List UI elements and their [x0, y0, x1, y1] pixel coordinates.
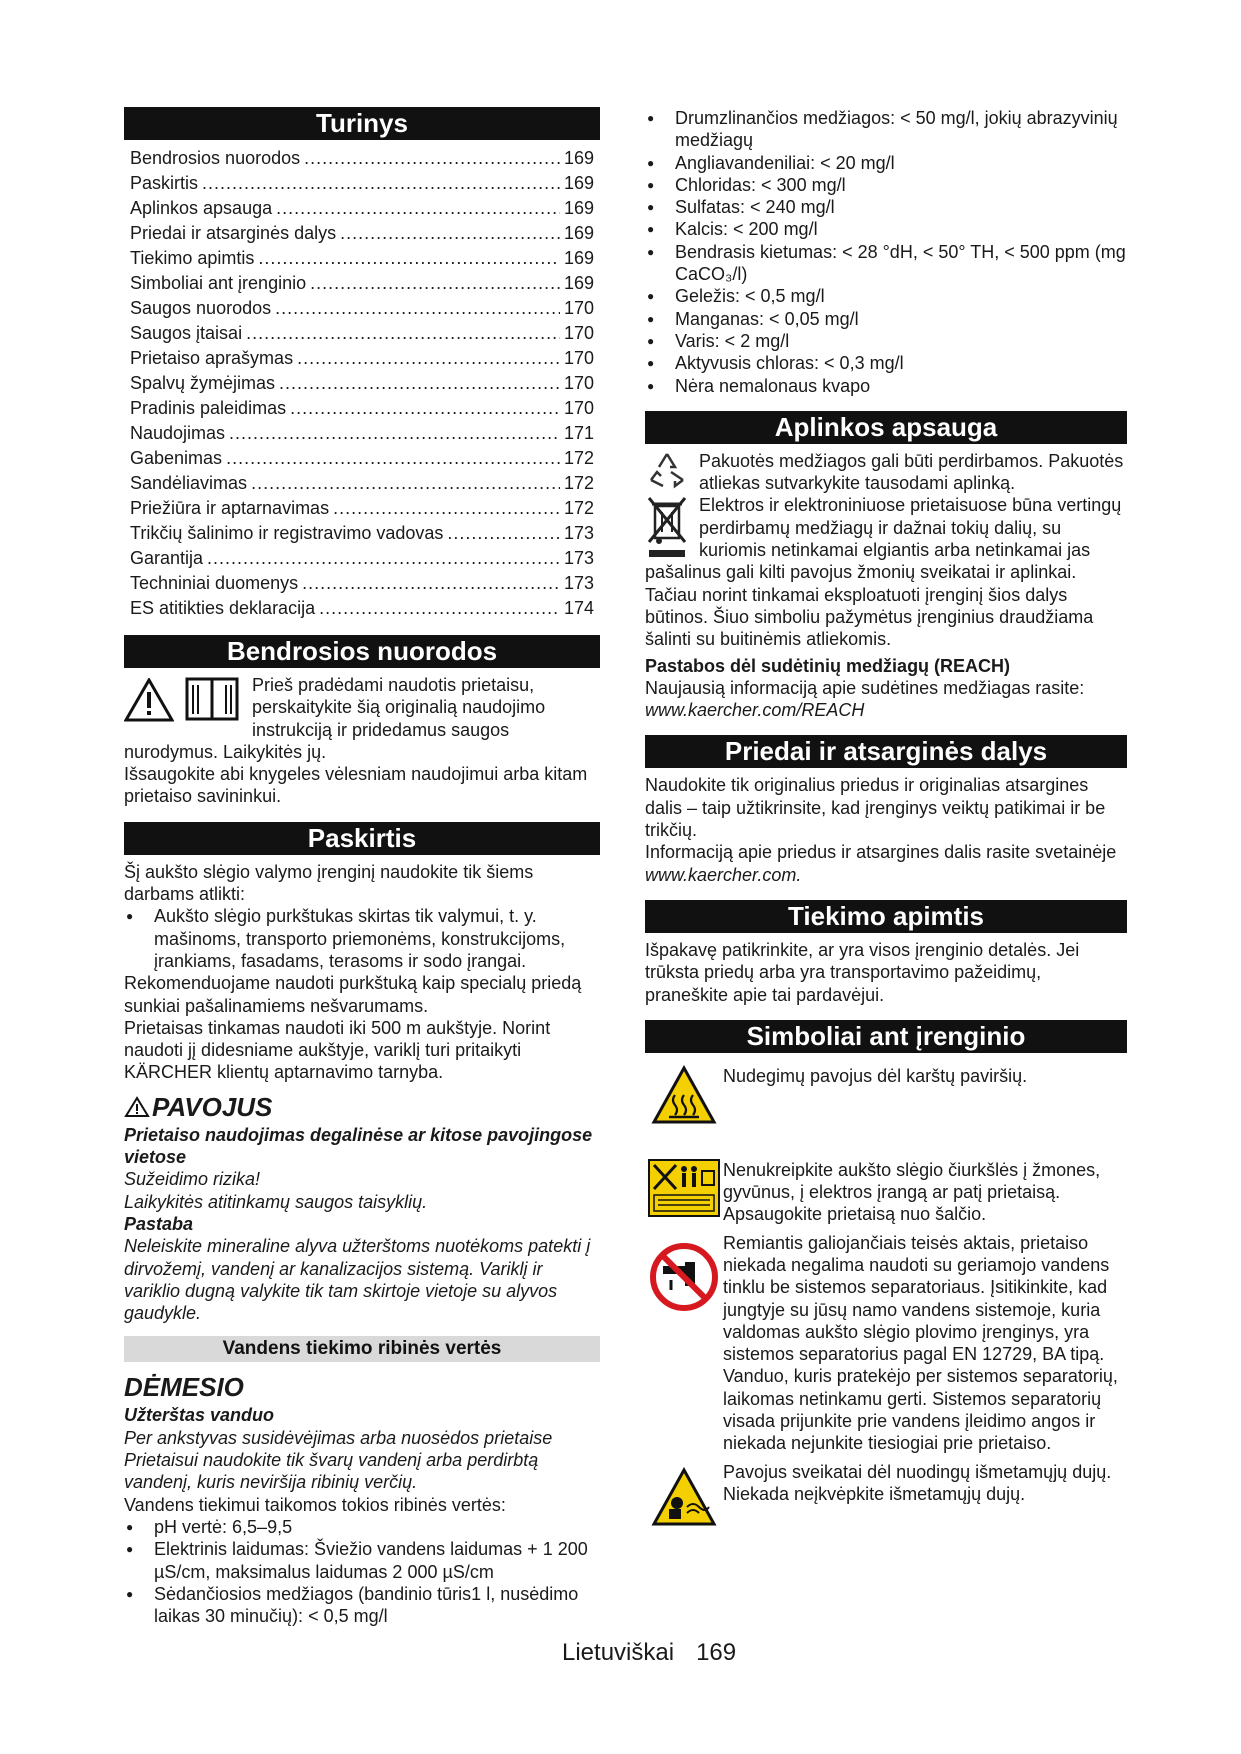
purpose-section — [124, 861, 600, 1325]
toc-entry-title: Saugos įtaisai — [130, 323, 243, 343]
list-item: ● Aukšto slėgio purkštukas skirtas tik valymui, t. y. mašinoms, transporto priemonėms, konstrukcijoms, įrankiams, fasadams, terasoms ir sodo įrangai. — [124, 905, 600, 972]
accessories-paragraph-1: Naudokite tik originalius priedus ir originalias atsargines dalis – taip užtikrinsite, kad įrenginys veiktų patikimai ir be trikčių. — [645, 775, 1106, 841]
toc-entry[interactable] — [124, 221, 600, 246]
toc-entry-page: 173 — [563, 548, 594, 568]
environment-icons — [645, 450, 693, 558]
toc-entry[interactable] — [124, 271, 600, 296]
table-of-contents — [124, 146, 600, 621]
crossed-bin-icon — [645, 494, 689, 558]
list-item: ● pH vertė: 6,5–9,5 — [124, 1516, 600, 1538]
toc-entry-page: 170 — [563, 298, 594, 318]
toc-entry[interactable] — [124, 196, 600, 221]
symbol-jet-frost — [645, 1159, 1127, 1226]
list-item: ● Geležis: < 0,5 mg/l — [645, 285, 1127, 307]
toc-entry-title: Priedai ir atsarginės dalys — [130, 223, 337, 243]
toc-entry[interactable] — [124, 521, 600, 546]
toc-entry-page: 172 — [563, 448, 594, 468]
toc-leader-dots — [229, 421, 560, 446]
drinking-water-text: Remiantis galiojančiais teisės aktais, prietaiso niekada negalima naudoti su geriamojo vandens tinklu be sistemos separatoriaus. Įsitikinkite, kad jungtyje su jūsų namo vandens sistemoje, kuria valdomas aukšto slėgio plovimo įrenginys, yra sistemos separatorius pagal EN 12729, BA tipą. Vanduo, kuris pratekėjo per sistemos separatorių, laikomas netinkamu gerti. Sistemos separatorių visada prijunkite prie vandens įleidimo angos ir niekada nejunkite tiesiogiai prie prietaiso. — [723, 1232, 1118, 1454]
toc-entry-page: 172 — [563, 498, 594, 518]
warning-triangle-icon — [124, 678, 174, 722]
toc-entry-title: ES atitikties deklaracija — [130, 598, 316, 618]
exhaust-text: Pavojus sveikatai dėl nuodingų išmetamųjų dujų. Niekada neįkvėpkite išmetamųjų dujų. — [723, 1461, 1112, 1504]
toc-leader-dots — [258, 246, 560, 271]
list-item: ● Drumzlinančios medžiagos: < 50 mg/l, jokių abrazyvinių medžiagų — [645, 107, 1127, 152]
environment-paragraph-2: Elektros ir elektroniniuose prietaisuose būna vertingų perdirbamų medžiagų ir dažnai tokių dalių, su kuriomis netinkamai elgiantis arba netinkamai jas pašalinus gali kilti pavojus žmonių sveikatai ir aplinkai. Tačiau norint tinkamai eksploatuoti įrenginį šios dalys būtinos. Šiuo simboliu pažymėtus įrenginius draudžiama šalinti su buitinėmis atliekomis. — [645, 495, 1122, 650]
danger-line-1: Sužeidimo rizika! — [124, 1169, 261, 1190]
toc-entry-page: 174 — [563, 598, 594, 618]
list-item: ● Kalcis: < 200 mg/l — [645, 218, 1127, 240]
reach-link[interactable]: www.kaercher.com/REACH — [645, 700, 865, 721]
page-footer — [562, 1638, 736, 1668]
toc-entry[interactable] — [124, 571, 600, 596]
toc-leader-dots — [333, 496, 560, 521]
list-item: ● Angliavandeniliai: < 20 mg/l — [645, 152, 1127, 174]
toc-leader-dots — [226, 446, 560, 471]
toc-entry[interactable] — [124, 346, 600, 371]
toc-entry-title: Bendrosios nuorodos — [130, 148, 301, 168]
purpose-paragraph-2: Rekomenduojame naudoti purkštuką kaip specialų priedą sunkiai pašalinamiems nešvarumams. — [124, 973, 582, 1016]
toc-entry-page: 173 — [563, 573, 594, 593]
toc-entry[interactable] — [124, 146, 600, 171]
attention-heading: Užterštas vanduo — [124, 1405, 275, 1426]
hot-surface-text: Nudegimų pavojus dėl karštų paviršių. — [723, 1065, 1028, 1086]
toc-entry[interactable] — [124, 421, 600, 446]
toc-entry[interactable] — [124, 446, 600, 471]
delivery-heading: Tiekimo apimtis — [645, 900, 1127, 933]
purpose-intro: Šį aukšto slėgio valymo įrenginį naudokite tik šiems darbams atlikti: — [124, 861, 534, 905]
toc-leader-dots — [319, 596, 560, 621]
danger-heading: Prietaiso naudojimas degalinėse ar kitose pavojingose vietose — [124, 1124, 593, 1168]
toc-entry-page: 172 — [563, 473, 594, 493]
water-limits-list-left — [124, 1516, 600, 1627]
reach-heading: Pastabos dėl sudėtinių medžiagų (REACH) — [645, 655, 1011, 676]
toc-entry[interactable] — [124, 171, 600, 196]
list-item: ● Varis: < 2 mg/l — [645, 330, 1127, 352]
toc-entry-page: 169 — [563, 273, 594, 293]
attention-line-2: Prietaisui naudokite tik švarų vandenį arba perdirbtą vandenį, kuris neviršija ribinių verčių. — [124, 1450, 539, 1493]
toc-entry-page: 169 — [563, 148, 594, 168]
environment-section — [645, 450, 1127, 722]
toc-entry-page: 169 — [563, 173, 594, 193]
symbol-hot-surface — [645, 1065, 1127, 1143]
environment-heading: Aplinkos apsauga — [645, 411, 1127, 444]
toc-heading: Turinys — [124, 107, 600, 140]
general-section — [124, 674, 600, 808]
list-item: ● Aktyvusis chloras: < 0,3 mg/l — [645, 352, 1127, 374]
toc-entry-title: Sandėliavimas — [130, 473, 248, 493]
manual-book-icon — [184, 676, 240, 722]
toc-leader-dots — [310, 271, 560, 296]
environment-paragraph-1: Pakuotės medžiagos gali būti perdirbamos. Pakuotės atliekas sutvarkykite tausodami aplinką. — [699, 450, 1124, 494]
general-paragraph-2: Išsaugokite abi knygeles vėlesniam naudojimui arba kitam prietaiso savininkui. — [124, 764, 588, 807]
toc-entry[interactable] — [124, 246, 600, 271]
toc-entry-page: 169 — [563, 198, 594, 218]
accessories-text: Informaciją apie priedus ir atsargines dalis rasite svetainėje — [645, 842, 1117, 863]
note-text: Neleiskite mineraline alyva užterštoms nuotėkoms patekti į dirvožemį, vandenį ar kanalizacijos sistemą. Variklį ir variklio dugną valykite tik tam skirtoje vietoje su alyvos gaudykle. — [124, 1236, 591, 1324]
water-heading: Vandens tiekimo ribinės vertės — [124, 1336, 600, 1362]
toc-leader-dots — [246, 321, 560, 346]
toc-entry-title: Garantija — [130, 548, 204, 568]
toc-entry-page: 170 — [563, 323, 594, 343]
toc-entry-title: Spalvų žymėjimas — [130, 373, 276, 393]
toc-leader-dots — [275, 296, 560, 321]
general-heading: Bendrosios nuorodos — [124, 635, 600, 668]
toc-entry-title: Priežiūra ir aptarnavimas — [130, 498, 330, 518]
footer-language: Lietuviškai — [562, 1639, 675, 1666]
toc-leader-dots — [297, 346, 560, 371]
danger-title — [124, 1090, 600, 1124]
toc-entry-page: 173 — [563, 523, 594, 543]
left-column — [124, 107, 600, 1627]
toc-leader-dots — [251, 471, 560, 496]
toc-entry-page: 170 — [563, 373, 594, 393]
accessories-heading: Priedai ir atsarginės dalys — [645, 735, 1127, 768]
toc-entry-title: Prietaiso aprašymas — [130, 348, 294, 368]
purpose-heading: Paskirtis — [124, 822, 600, 855]
attention-title: DĖMESIO — [124, 1372, 244, 1403]
toc-entry[interactable] — [124, 296, 600, 321]
toc-entry[interactable] — [124, 371, 600, 396]
toc-entry[interactable] — [124, 596, 600, 621]
general-paragraph-1: Prieš pradėdami naudotis prietaisu, perskaitykite šią originalią naudojimo instrukciją ir pridedamus saugos nurodymus. Laikykitės jų. — [124, 675, 546, 762]
toc-entry[interactable] — [124, 471, 600, 496]
page-number: 169 — [696, 1639, 737, 1666]
toxic-exhaust-warning-icon — [651, 1467, 717, 1527]
water-limits-list-right — [645, 107, 1127, 397]
list-item: ● Chloridas: < 300 mg/l — [645, 174, 1127, 196]
danger-line-2: Laikykitės atitinkamų saugos taisyklių. — [124, 1191, 428, 1212]
right-column — [645, 107, 1127, 1533]
toc-entry-title: Paskirtis — [130, 173, 199, 193]
accessories-link[interactable]: www.kaercher.com. — [645, 864, 802, 885]
toc-entry-page: 169 — [563, 248, 594, 268]
list-item: ● Manganas: < 0,05 mg/l — [645, 308, 1127, 330]
toc-leader-dots — [207, 546, 560, 571]
toc-entry-title: Trikčių šalinimo ir registravimo vadovas — [130, 523, 444, 543]
toc-leader-dots — [290, 396, 560, 421]
toc-entry-page: 170 — [563, 398, 594, 418]
purpose-list — [124, 905, 600, 972]
water-section — [124, 1370, 600, 1627]
list-item: ● Elektrinis laidumas: Šviežio vandens laidumas + 1 200 µS/cm, maksimalus laidumas 2 000 µS/cm — [124, 1538, 600, 1583]
toc-leader-dots — [340, 221, 560, 246]
attention-line-1: Per ankstyvas susidėvėjimas arba nuosėdos prietaise — [124, 1427, 553, 1448]
toc-leader-dots — [304, 146, 560, 171]
toc-entry-title: Tiekimo apimtis — [130, 248, 255, 268]
note-heading: Pastaba — [124, 1213, 194, 1234]
hot-surface-warning-icon — [651, 1065, 717, 1125]
list-item: ● Sėdančiosios medžiagos (bandinio tūris1 l, nusėdimo laikas 30 minučių): < 0,5 mg/l — [124, 1583, 600, 1628]
toc-entry-title: Naudojimas — [130, 423, 226, 443]
warning-triangle-icon — [124, 1096, 150, 1118]
no-jet-frost-label-icon — [648, 1159, 720, 1217]
toc-entry-title: Pradinis paleidimas — [130, 398, 287, 418]
toc-leader-dots — [302, 571, 560, 596]
accessories-section — [645, 774, 1127, 885]
symbols-section — [645, 1065, 1127, 1527]
toc-leader-dots — [276, 196, 560, 221]
toc-leader-dots — [279, 371, 560, 396]
accessories-paragraph-2 — [645, 841, 1127, 886]
list-item: ● Bendrasis kietumas: < 28 °dH, < 50° TH, < 500 ppm (mg CaCO₃/l) — [645, 241, 1127, 286]
toc-entry[interactable] — [124, 321, 600, 346]
symbol-exhaust — [645, 1461, 1127, 1527]
symbols-heading: Simboliai ant įrenginio — [645, 1020, 1127, 1053]
toc-entry-title: Simboliai ant įrenginio — [130, 273, 307, 293]
toc-entry-title: Gabenimas — [130, 448, 223, 468]
purpose-paragraph-3: Prietaisas tinkamas naudoti iki 500 m aukštyje. Norint naudoti jį didesniame aukštyje, variklį turi pritaikyti KÄRCHER klientų aptarnavimo tarnyba. — [124, 1017, 551, 1083]
danger-label: PAVOJUS — [152, 1091, 273, 1122]
jet-text: Nenukreipkite aukšto slėgio čiurkšlės į žmones, gyvūnus, į elektros įrangą ar patį prietaisą. — [723, 1159, 1101, 1203]
frost-text: Apsaugokite prietaisą nuo šalčio. — [723, 1204, 987, 1225]
toc-entry[interactable] — [124, 396, 600, 421]
recycling-icon — [645, 450, 689, 490]
toc-entry-page: 170 — [563, 348, 594, 368]
toc-leader-dots — [202, 171, 560, 196]
delivery-paragraph: Išpakavę patikrinkite, ar yra visos įrenginio detalės. Jei trūksta priedų arba yra transportavimo pažeidimų, praneškite apie tai pardavėjui. — [645, 939, 1080, 1005]
toc-entry-page: 169 — [563, 223, 594, 243]
toc-entry[interactable] — [124, 496, 600, 521]
list-item: ● Sulfatas: < 240 mg/l — [645, 196, 1127, 218]
water-intro: Vandens tiekimui taikomos tokios ribinės vertės: — [124, 1494, 506, 1515]
symbol-drinking-water — [645, 1232, 1127, 1455]
reach-text: Naujausią informaciją apie sudėtines medžiagas rasite: — [645, 677, 1085, 698]
list-item: ● Nėra nemalonaus kvapo — [645, 375, 1127, 397]
toc-entry-title: Aplinkos apsauga — [130, 198, 273, 218]
no-drinking-water-connection-icon — [649, 1242, 719, 1312]
toc-entry-page: 171 — [563, 423, 594, 443]
toc-entry-title: Techniniai duomenys — [130, 573, 299, 593]
toc-entry[interactable] — [124, 546, 600, 571]
toc-leader-dots — [447, 521, 560, 546]
general-icons — [124, 676, 240, 722]
toc-entry-title: Saugos nuorodos — [130, 298, 272, 318]
